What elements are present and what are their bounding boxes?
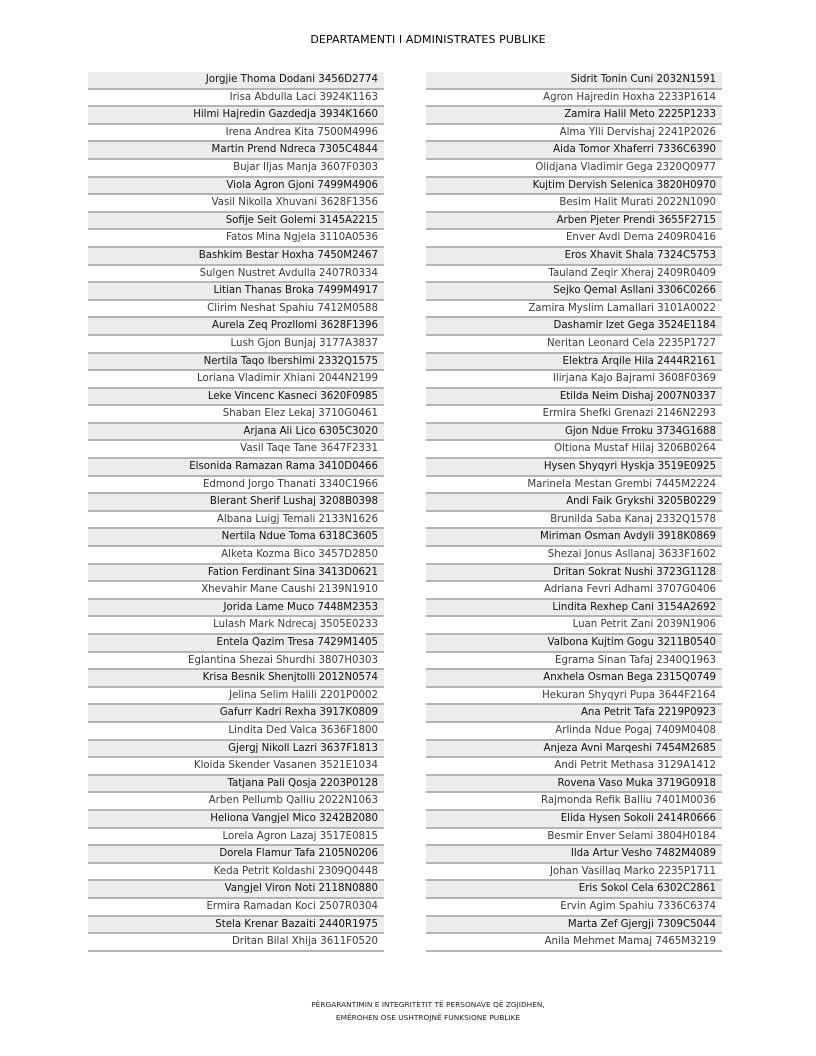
list-item: Dritan Bilal Xhija 3611F0520	[88, 934, 384, 952]
list-item: Marinela Mestan Grembi 7445M2224	[426, 477, 722, 495]
list-item: Etilda Neim Dishaj 2007N0337	[426, 389, 722, 407]
list-item: Arlinda Ndue Pogaj 7409M0408	[426, 723, 722, 741]
list-item: Kloida Skender Vasanen 3521E1034	[88, 758, 384, 776]
list-item: Bashkim Bestar Hoxha 7450M2467	[88, 248, 384, 266]
list-item: Valbona Kujtim Gogu 3211B0540	[426, 635, 722, 653]
list-item: Ana Petrit Tafa 2219P0923	[426, 705, 722, 723]
list-item: Clirim Neshat Spahiu 7412M0588	[88, 301, 384, 319]
list-item: Ermira Ramadan Koci 2507R0304	[88, 899, 384, 917]
list-item: Bujar Iljas Manja 3607F0303	[88, 160, 384, 178]
list-item: Sofije Seit Golemi 3145A2215	[88, 213, 384, 231]
list-item: Neritan Leonard Cela 2235P1727	[426, 336, 722, 354]
list-item: Nertila Taqo Ibershimi 2332Q1575	[88, 354, 384, 372]
list-item: Dashamir Izet Gega 3524E1184	[426, 318, 722, 336]
list-item: Vangjel Viron Noti 2118N0880	[88, 881, 384, 899]
list-item: Tatjana Pali Qosja 2203P0128	[88, 776, 384, 794]
list-item: Irena Andrea Kita 7500M4996	[88, 125, 384, 143]
footer	[0, 998, 816, 1024]
list-item: Rovena Vaso Muka 3719G0918	[426, 776, 722, 794]
list-item: Alma Ylli Dervishaj 2241P2026	[426, 125, 722, 143]
list-item: Anjeza Avni Marqeshi 7454M2685	[426, 741, 722, 759]
list-item: Lush Gjon Bunjaj 3177A3837	[88, 336, 384, 354]
list-item: Egrama Sinan Tafaj 2340Q1963	[426, 653, 722, 671]
footer-line-1: PËRGARANTIMIN E INTEGRITETIT TË PERSONAVE QË ZGJIDHEN,	[311, 1000, 545, 1009]
list-item: Xhevahir Mane Caushi 2139N1910	[88, 582, 384, 600]
list-item: Alketa Kozma Bico 3457D2850	[88, 547, 384, 565]
list-item: Leke Vincenc Kasneci 3620F0985	[88, 389, 384, 407]
list-item: Anila Mehmet Mamaj 7465M3219	[426, 934, 722, 952]
list-item: Jelina Selim Halili 2201P0002	[88, 688, 384, 706]
list-item: Oltiona Mustaf Hilaj 3206B0264	[426, 441, 722, 459]
list-item: Vasil Nikolla Xhuvani 3628F1356	[88, 195, 384, 213]
list-item: Elektra Arqile Hila 2444R2161	[426, 354, 722, 372]
list-item: Lulash Mark Ndrecaj 3505E0233	[88, 617, 384, 635]
list-item: Fation Ferdinant Sina 3413D0621	[88, 565, 384, 583]
list-item: Entela Qazim Tresa 7429M1405	[88, 635, 384, 653]
list-item: Keda Petrit Koldashi 2309Q0448	[88, 864, 384, 882]
list-item: Brunilda Saba Kanaj 2332Q1578	[426, 512, 722, 530]
list-item: Lindita Ded Valca 3636F1800	[88, 723, 384, 741]
list-item: Zamira Myslim Lamallari 3101A0022	[426, 301, 722, 319]
list-item: Gafurr Kadri Rexha 3917K0809	[88, 705, 384, 723]
list-item: Ilirjana Kajo Bajrami 3608F0369	[426, 371, 722, 389]
right-name-column	[426, 72, 722, 952]
list-item: Adriana Fevri Adhami 3707G0406	[426, 582, 722, 600]
list-item: Zamira Halil Meto 2225P1233	[426, 107, 722, 125]
list-item: Elida Hysen Sokoli 2414R0666	[426, 811, 722, 829]
list-item: Nertila Ndue Toma 6318C3605	[88, 529, 384, 547]
list-item: Hysen Shyqyri Hyskja 3519E0925	[426, 459, 722, 477]
list-item: Arjana Ali Lico 6305C3020	[88, 424, 384, 442]
list-item: Gjergj Nikoll Lazri 3637F1813	[88, 741, 384, 759]
list-item: Ermira Shefki Grenazi 2146N2293	[426, 406, 722, 424]
list-item: Viola Agron Gjoni 7499M4906	[88, 178, 384, 196]
list-item: Dritan Sokrat Nushi 3723G1128	[426, 565, 722, 583]
list-item: Irisa Abdulla Laci 3924K1163	[88, 90, 384, 108]
list-item: Eglantina Shezai Shurdhi 3807H0303	[88, 653, 384, 671]
list-item: Aurela Zeq Prozllomi 3628F1396	[88, 318, 384, 336]
list-item: Olidjana Vladimir Gega 2320Q0977	[426, 160, 722, 178]
list-item: Rajmonda Refik Balliu 7401M0036	[426, 793, 722, 811]
list-item: Arben Pjeter Prendi 3655F2715	[426, 213, 722, 231]
list-item: Hekuran Shyqyri Pupa 3644F2164	[426, 688, 722, 706]
list-item: Arben Pellumb Qalliu 2022N1063	[88, 793, 384, 811]
list-item: Heliona Vangjel Mico 3242B2080	[88, 811, 384, 829]
list-item: Aida Tomor Xhaferri 7336C6390	[426, 142, 722, 160]
list-item: Eris Sokol Cela 6302C2861	[426, 881, 722, 899]
list-item: Lindita Rexhep Cani 3154A2692	[426, 600, 722, 618]
list-item: Eros Xhavit Shala 7324C5753	[426, 248, 722, 266]
list-item: Dorela Flamur Tafa 2105N0206	[88, 846, 384, 864]
list-item: Litian Thanas Broka 7499M4917	[88, 283, 384, 301]
list-item: Hilmi Hajredin Gazdedja 3934K1660	[88, 107, 384, 125]
list-item: Martin Prend Ndreca 7305C4844	[88, 142, 384, 160]
list-item: Stela Krenar Bazaiti 2440R1975	[88, 917, 384, 935]
list-item: Marta Zef Gjergji 7309C5044	[426, 917, 722, 935]
list-item: Johan Vasillaq Marko 2235P1711	[426, 864, 722, 882]
list-item: Elsonida Ramazan Rama 3410D0466	[88, 459, 384, 477]
list-item: Besmir Enver Selami 3804H0184	[426, 829, 722, 847]
list-item: Fatos Mina Ngjela 3110A0536	[88, 230, 384, 248]
list-item: Anxhela Osman Bega 2315Q0749	[426, 670, 722, 688]
list-item: Krisa Besnik Shenjtolli 2012N0574	[88, 670, 384, 688]
footer-line-2: EMËROHEN OSE USHTROJNË FUNKSIONE PUBLIKE	[335, 1013, 521, 1022]
list-item: Agron Hajredin Hoxha 2233P1614	[426, 90, 722, 108]
list-item: Vasil Taqe Tane 3647F2331	[88, 441, 384, 459]
list-item: Ervin Agim Spahiu 7336C6374	[426, 899, 722, 917]
list-item: Shezai Jonus Asllanaj 3633F1602	[426, 547, 722, 565]
list-item: Ilda Artur Vesho 7482M4089	[426, 846, 722, 864]
list-item: Luan Petrit Zani 2039N1906	[426, 617, 722, 635]
list-item: Jorgjie Thoma Dodani 3456D2774	[88, 72, 384, 90]
left-name-column	[88, 72, 384, 952]
list-item: Shaban Elez Lekaj 3710G0461	[88, 406, 384, 424]
list-item: Loriana Vladimir Xhiani 2044N2199	[88, 371, 384, 389]
list-item: Lorela Agron Lazaj 3517E0815	[88, 829, 384, 847]
page-title: DEPARTAMENTI I ADMINISTRATES PUBLIKE	[310, 33, 546, 46]
list-item: Andi Faik Grykshi 3205B0229	[426, 494, 722, 512]
list-item: Blerant Sherif Lushaj 3208B0398	[88, 494, 384, 512]
list-item: Enver Avdi Dema 2409R0416	[426, 230, 722, 248]
list-item: Andi Petrit Methasa 3129A1412	[426, 758, 722, 776]
list-item: Edmond Jorgo Thanati 3340C1966	[88, 477, 384, 495]
list-item: Miriman Osman Avdyli 3918K0869	[426, 529, 722, 547]
list-item: Besim Halit Murati 2022N1090	[426, 195, 722, 213]
list-item: Gjon Ndue Frroku 3734G1688	[426, 424, 722, 442]
list-item: Albana Luigj Temali 2133N1626	[88, 512, 384, 530]
list-item: Sejko Qemal Asllani 3306C0266	[426, 283, 722, 301]
list-item: Kujtim Dervish Selenica 3820H0970	[426, 178, 722, 196]
list-item: Tauland Zeqir Xheraj 2409R0409	[426, 266, 722, 284]
list-item: Sidrit Tonin Cuni 2032N1591	[426, 72, 722, 90]
list-item: Jorida Lame Muco 7448M2353	[88, 600, 384, 618]
list-item: Sulgen Nustret Avdulla 2407R0334	[88, 266, 384, 284]
